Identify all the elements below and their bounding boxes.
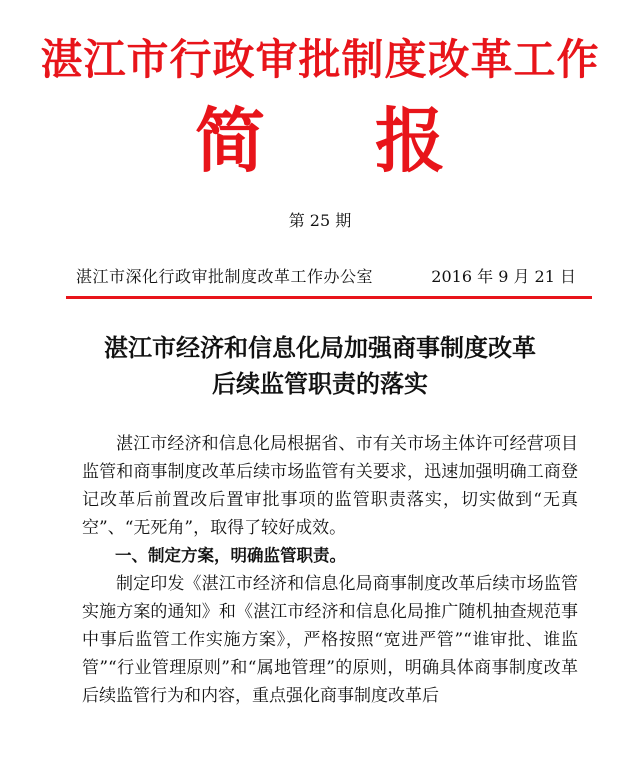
- issue-number: 第 25 期: [288, 211, 352, 230]
- issue-date: 2016 年 9 月 21 日: [431, 267, 576, 286]
- issuer-line: [76, 266, 576, 288]
- article-title-line-2: 后续监管职责的落实: [212, 369, 428, 398]
- bulletin-masthead-subtitle: [0, 98, 640, 184]
- article-title: [0, 330, 640, 402]
- article-body: [82, 430, 578, 710]
- article-title-line-1: 湛江市经济和信息化局加强商事制度改革: [104, 333, 536, 362]
- intro-paragraph: 湛江市经济和信息化局根据省、市有关市场主体许可经营项目监管和商事制度改革后续市场监管有关要求，迅速加强明确工商登记改革后前置改后置审批事项的监管职责落实，切实做到“无真空”、“无死角”，取得了较好成效。: [82, 434, 578, 538]
- subtitle-char-bao: 报: [375, 99, 445, 182]
- section-1-paragraph: 制定印发《湛江市经济和信息化局商事制度改革后续市场监管实施方案的通知》和《湛江市经济和信息化局推广随机抽查规范事中事后监管工作实施方案》，严格按照“宽进严管”“谁审批、谁监管”“行业管理原则”和“属地管理”的原则，明确具体商事制度改革后续监管行为和内容，重点强化商事制度改革后: [82, 574, 578, 706]
- red-divider-rule: [66, 296, 592, 299]
- section-1-heading: 一、制定方案，明确监管职责。: [115, 546, 346, 565]
- subtitle-char-jian: 简: [195, 99, 265, 182]
- issuing-office: 湛江市深化行政审批制度改革工作办公室: [76, 267, 374, 286]
- bulletin-masthead-title: 湛江市行政审批制度改革工作: [40, 35, 600, 84]
